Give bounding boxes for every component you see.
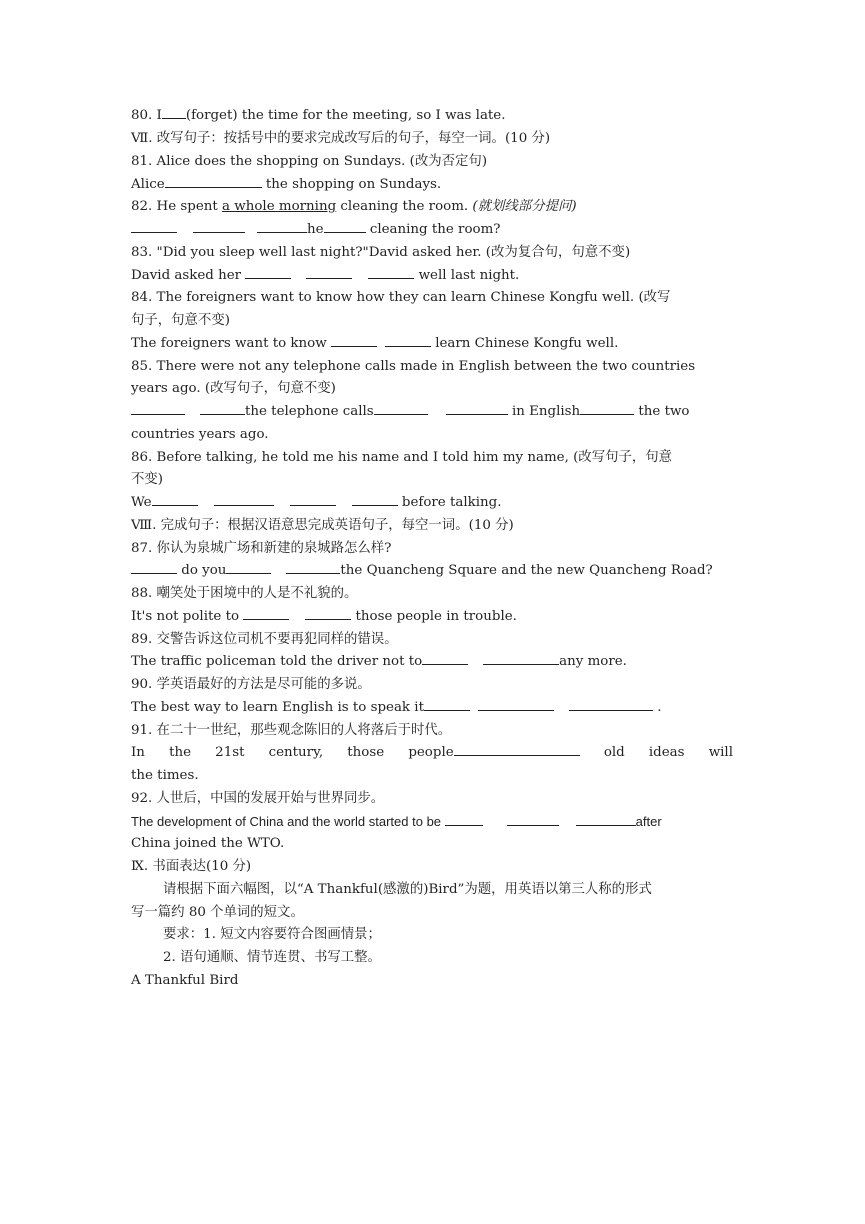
a91-word: century, xyxy=(268,745,324,760)
a89-blank-1[interactable] xyxy=(422,653,468,665)
a91-word: old xyxy=(603,745,625,760)
a82-blank-3[interactable] xyxy=(257,221,307,233)
a84-blank-1[interactable] xyxy=(331,335,377,347)
a83-blank-1[interactable] xyxy=(245,267,291,279)
q82-instruction: (就划线部分提问) xyxy=(472,199,577,214)
question-92: 92. 人世后，中国的发展开始与世界同步。 xyxy=(131,791,385,806)
a84-text-2: learn Chinese Kongfu well. xyxy=(430,336,619,351)
answer-92 xyxy=(131,813,733,831)
a91-word: will xyxy=(708,745,733,760)
a90-text-2: . xyxy=(652,700,662,715)
a85-blank-4[interactable] xyxy=(446,403,508,415)
answer-89 xyxy=(131,653,733,671)
a82-text-2: cleaning the room? xyxy=(365,222,501,237)
writing-instruction-1: 请根据下面六幅图，以“A Thankful(感激的)Bird”为题，用英语以第三人称的形式 xyxy=(163,882,652,897)
q82-text-1: 82. He spent xyxy=(131,199,223,214)
question-81: 81. Alice does the shopping on Sundays. (改为否定句) xyxy=(131,154,488,169)
a87-blank-3[interactable] xyxy=(286,562,340,574)
question-85-line-1: 85. There were not any telephone calls made in English between the two countries xyxy=(131,359,696,374)
a89-blank-2[interactable] xyxy=(483,653,559,665)
a91-word: In xyxy=(131,745,145,760)
a90-blank-2[interactable] xyxy=(478,699,554,711)
q80-text-b: (forget) the time for the meeting, so I was late. xyxy=(185,108,506,123)
a81-text-2: the shopping on Sundays. xyxy=(261,177,442,192)
question-90: 90. 学英语最好的方法是尽可能的多说。 xyxy=(131,677,371,692)
q80-blank[interactable] xyxy=(162,107,186,119)
a92-blank-2[interactable] xyxy=(507,814,559,826)
answer-83 xyxy=(131,267,733,285)
a81-blank[interactable] xyxy=(165,176,262,188)
writing-instruction-2: 写一篇约 80 个单词的短文。 xyxy=(131,905,304,920)
essay-title: A Thankful Bird xyxy=(131,973,239,988)
a83-blank-2[interactable] xyxy=(306,267,352,279)
q82-underlined: a whole morning xyxy=(222,199,337,214)
a83-text-2: well last night. xyxy=(414,268,520,283)
question-89: 89. 交警告诉这位司机不要再犯同样的错误。 xyxy=(131,632,398,647)
a88-blank-1[interactable] xyxy=(243,608,289,620)
writing-requirement-2: 2. 语句通顺、情节连贯、书写工整。 xyxy=(163,950,381,965)
q80-text-a: 80. I xyxy=(131,108,162,123)
a81-text-1: Alice xyxy=(131,177,165,192)
a90-text-1: The best way to learn English is to speak it xyxy=(131,700,424,715)
question-86-line-2: 不变) xyxy=(131,472,164,487)
a90-blank-1[interactable] xyxy=(424,699,470,711)
section-7-heading: Ⅶ. 改写句子：按括号中的要求完成改写后的句子，每空一词。(10 分) xyxy=(131,131,551,146)
a91-word: 21st xyxy=(215,745,245,760)
a91-word: people xyxy=(408,745,454,760)
a92-blank-3[interactable] xyxy=(576,814,636,826)
a84-text-1: The foreigners want to know xyxy=(131,336,331,351)
a85-blank-3[interactable] xyxy=(374,403,428,415)
question-87: 87. 你认为泉城广场和新建的泉城路怎么样? xyxy=(131,541,392,556)
section-9-heading: Ⅸ. 书面表达(10 分) xyxy=(131,859,252,874)
a82-text-1: he xyxy=(307,222,324,237)
question-91: 91. 在二十一世纪，那些观念陈旧的人将落后于时代。 xyxy=(131,723,452,738)
question-82 xyxy=(131,198,733,216)
answer-85-line-2: countries years ago. xyxy=(131,427,269,442)
a90-blank-3[interactable] xyxy=(569,699,653,711)
writing-requirement-1: 要求：1. 短文内容要符合图画情景； xyxy=(163,927,381,942)
a86-blank-3[interactable] xyxy=(290,494,336,506)
a86-text-2: before talking. xyxy=(397,495,502,510)
section-8-heading: Ⅷ. 完成句子：根据汉语意思完成英语句子，每空一词。(10 分) xyxy=(131,518,514,533)
question-83: 83. "Did you sleep well last night?"David asked her. (改为复合句，句意不变) xyxy=(131,245,631,260)
a89-text-1: The traffic policeman told the driver not to xyxy=(131,654,423,669)
a88-blank-2[interactable] xyxy=(305,608,351,620)
a88-text-1: It's not polite to xyxy=(131,609,244,624)
a92-blank-1[interactable] xyxy=(445,814,483,826)
answer-86 xyxy=(131,494,733,512)
answer-90 xyxy=(131,699,733,717)
a86-blank-2[interactable] xyxy=(214,494,274,506)
answer-85 xyxy=(131,403,733,421)
a85-text-2: in English xyxy=(507,404,581,419)
a87-text-1: do you xyxy=(177,563,227,578)
answer-88 xyxy=(131,608,733,626)
answer-91 xyxy=(131,744,733,762)
answer-87 xyxy=(131,562,733,580)
a92-text-2: after xyxy=(635,814,662,829)
a91-word: those xyxy=(347,745,385,760)
answer-92-line-2: China joined the WTO. xyxy=(131,836,285,851)
a87-blank-1[interactable] xyxy=(131,562,177,574)
answer-82 xyxy=(131,221,733,239)
a91-word: ideas xyxy=(648,745,685,760)
a85-blank-1[interactable] xyxy=(131,403,185,415)
q82-text-2: cleaning the room. xyxy=(336,199,473,214)
a85-text-1: the telephone calls xyxy=(245,404,374,419)
a91-blank[interactable] xyxy=(454,744,580,756)
a87-text-2: the Quancheng Square and the new Quancheng Road? xyxy=(340,563,713,578)
question-88: 88. 嘲笑处于困境中的人是不礼貌的。 xyxy=(131,586,358,601)
a85-blank-2[interactable] xyxy=(200,403,245,415)
a82-blank-1[interactable] xyxy=(131,221,177,233)
question-84-line-1: 84. The foreigners want to know how they can learn Chinese Kongfu well. (改写 xyxy=(131,290,671,305)
question-85-line-2: years ago. (改写句子，句意不变) xyxy=(131,381,336,396)
a83-text-1: David asked her xyxy=(131,268,246,283)
a83-blank-3[interactable] xyxy=(368,267,414,279)
a89-text-2: any more. xyxy=(559,654,627,669)
a84-blank-2[interactable] xyxy=(385,335,431,347)
a88-text-2: those people in trouble. xyxy=(351,609,517,624)
a91-word: the xyxy=(169,745,192,760)
a86-text-1: We xyxy=(131,495,152,510)
question-86-line-1: 86. Before talking, he told me his name and I told him my name, (改写句子，句意 xyxy=(131,450,673,465)
a82-blank-2[interactable] xyxy=(193,221,245,233)
a87-blank-2[interactable] xyxy=(226,562,271,574)
a92-text-1: The development of China and the world started to be xyxy=(131,814,445,829)
question-84-line-2: 句子，句意不变) xyxy=(131,313,230,328)
a82-blank-4[interactable] xyxy=(324,221,366,233)
answer-84 xyxy=(131,335,733,353)
question-80 xyxy=(131,107,733,125)
a85-text-3: the two xyxy=(634,404,690,419)
a86-blank-1[interactable] xyxy=(152,494,198,506)
a85-blank-5[interactable] xyxy=(580,403,634,415)
answer-91-line-2: the times. xyxy=(131,768,199,783)
answer-81 xyxy=(131,176,733,194)
a86-blank-4[interactable] xyxy=(352,494,398,506)
